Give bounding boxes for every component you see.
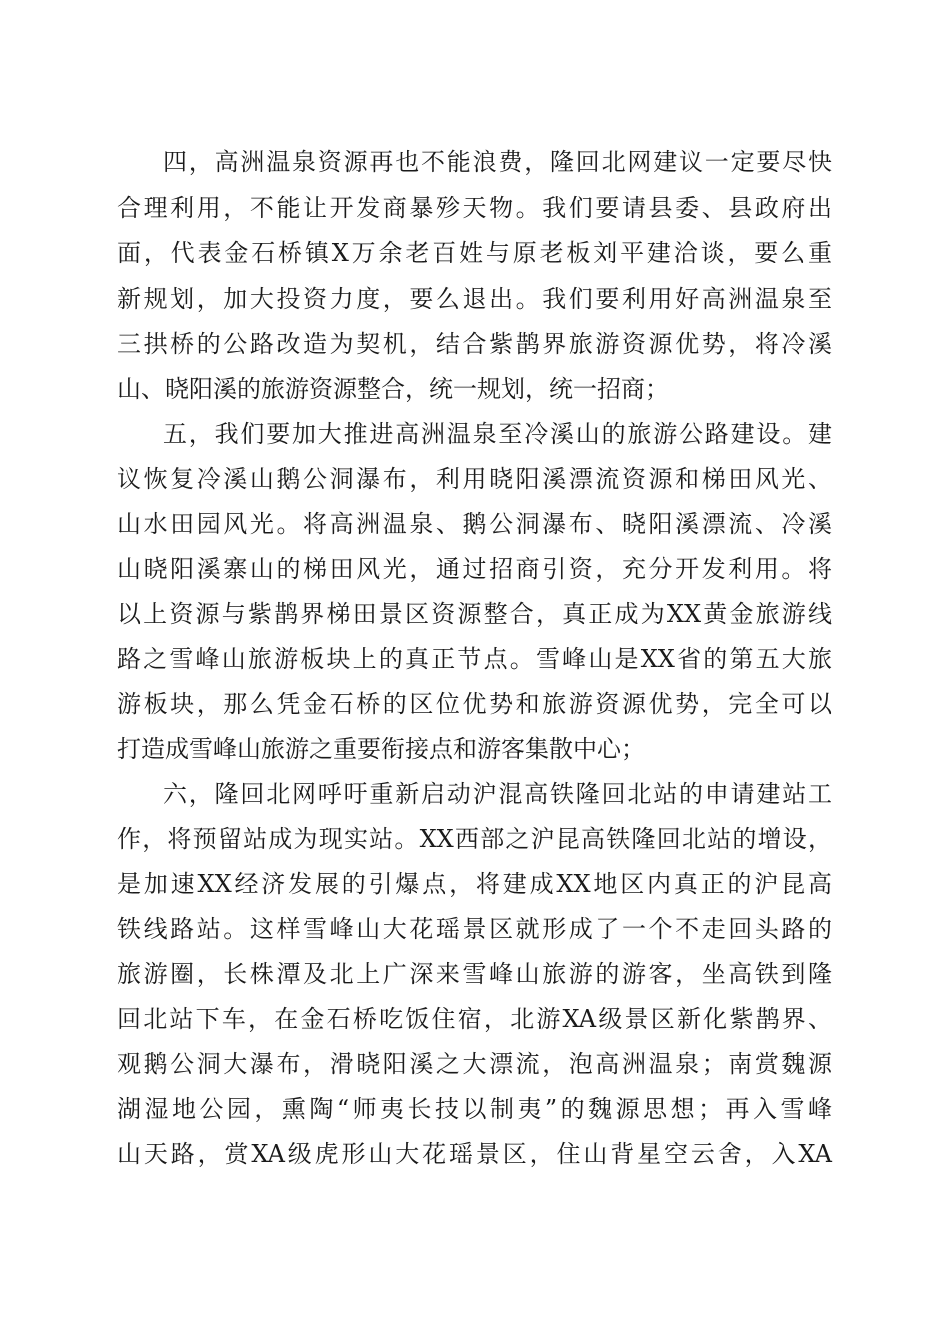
paragraph-4-line-5: 三拱桥的公路改造为契机，结合紫鹊界旅游资源优势，将冷溪 [117, 330, 832, 358]
paragraph-4-line-4: 新规划，加大投资力度，要么退出。我们要利用好高洲温泉至 [117, 285, 832, 313]
paragraph-4-line-1: 四，高洲温泉资源再也不能浪费，隆回北网建议一定要尽快 [163, 148, 832, 176]
paragraph-5-line-6: 路之雪峰山旅游板块上的真正节点。雪峰山是XX省的第五大旅 [117, 645, 832, 673]
paragraph-6-line-8: 湖湿地公园，熏陶“师夷长技以制夷”的魏源思想；再入雪峰 [117, 1095, 832, 1123]
paragraph-5-line-2: 议恢复冷溪山鹅公洞瀑布，利用晓阳溪漂流资源和梯田风光、 [117, 465, 832, 493]
paragraph-6-line-4: 铁线路站。这样雪峰山大花瑶景区就形成了一个不走回头路的 [117, 915, 832, 943]
paragraph-6-line-2: 作，将预留站成为现实站。XX西部之沪昆高铁隆回北站的增设， [117, 825, 832, 853]
paragraph-5-line-3: 山水田园风光。将高洲温泉、鹅公洞瀑布、晓阳溪漂流、冷溪 [117, 510, 832, 538]
paragraph-4-line-2: 合理利用，不能让开发商暴殄天物。我们要请县委、县政府出 [117, 194, 832, 222]
paragraph-5-line-8: 打造成雪峰山旅游之重要衔接点和游客集散中心； [117, 735, 645, 763]
paragraph-6-line-3: 是加速XX经济发展的引爆点，将建成XX地区内真正的沪昆高 [117, 870, 832, 898]
paragraph-4-line-3: 面，代表金石桥镇X万余老百姓与原老板刘平建洽谈，要么重 [117, 239, 832, 267]
paragraph-6-line-6: 回北站下车，在金石桥吃饭住宿，北游XA级景区新化紫鹊界、 [117, 1005, 832, 1033]
paragraph-6-line-7: 观鹅公洞大瀑布，滑晓阳溪之大漂流，泡高洲温泉；南赏魏源 [117, 1050, 832, 1078]
paragraph-5-line-1: 五，我们要加大推进高洲温泉至冷溪山的旅游公路建设。建 [163, 420, 832, 448]
paragraph-5-line-5: 以上资源与紫鹊界梯田景区资源整合，真正成为XX黄金旅游线 [117, 600, 832, 628]
paragraph-4-line-6: 山、晓阳溪的旅游资源整合，统一规划，统一招商； [117, 375, 669, 403]
paragraph-5-line-7: 游板块，那么凭金石桥的区位优势和旅游资源优势，完全可以 [117, 690, 832, 718]
paragraph-5-line-4: 山晓阳溪寨山的梯田风光，通过招商引资，充分开发利用。将 [117, 555, 832, 583]
paragraph-6-line-9: 山天路，赏XA级虎形山大花瑶景区，住山背星空云舍，入XA [117, 1140, 832, 1168]
paragraph-6-line-1: 六，隆回北网呼吁重新启动沪混高铁隆回北站的申请建站工 [163, 780, 832, 808]
paragraph-6-line-5: 旅游圈，长株潭及北上广深来雪峰山旅游的游客，坐高铁到隆 [117, 960, 832, 988]
